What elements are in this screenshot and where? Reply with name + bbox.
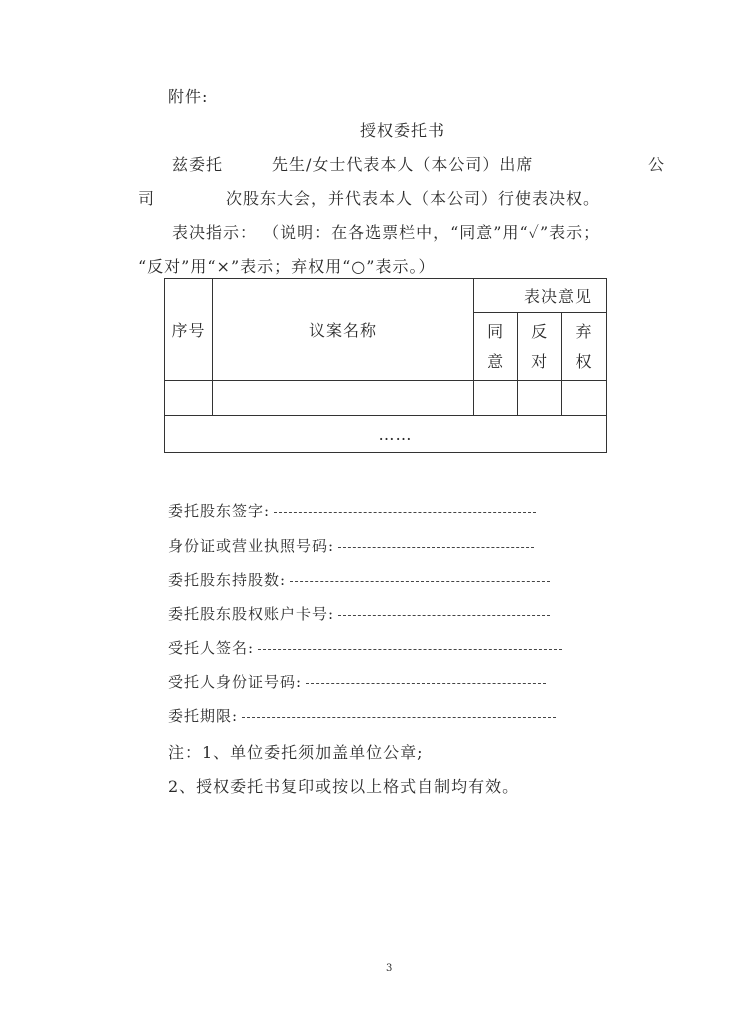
attachment-label: 附件: bbox=[168, 87, 209, 106]
header-abstain-char1: 弃 bbox=[575, 321, 593, 341]
signature-line bbox=[258, 648, 562, 650]
header-agree-char1: 同 bbox=[487, 321, 505, 341]
ellipsis-cell: …… bbox=[165, 416, 607, 453]
header-serial-number: 序号 bbox=[165, 279, 213, 381]
field-label: 委托期限: bbox=[168, 707, 239, 725]
field-id-or-license-number bbox=[168, 535, 534, 556]
fill-in-line bbox=[290, 580, 550, 582]
field-proxy-signature bbox=[168, 637, 562, 658]
fill-in-line bbox=[338, 546, 534, 548]
note-2: 2、授权委托书复印或按以上格式自制均有效。 bbox=[168, 777, 520, 796]
header-proposal-name: 议案名称 bbox=[212, 279, 473, 381]
signature-line bbox=[274, 511, 536, 513]
row-oppose-cell bbox=[518, 381, 562, 416]
row-serial-cell bbox=[165, 381, 213, 416]
voting-table bbox=[164, 278, 607, 453]
header-abstain-char2: 权 bbox=[575, 351, 593, 371]
row-agree-cell bbox=[474, 381, 518, 416]
fill-in-line bbox=[338, 614, 550, 616]
field-label: 受托人身份证号码: bbox=[168, 673, 303, 691]
header-abstain bbox=[562, 313, 607, 381]
header-oppose bbox=[518, 313, 562, 381]
note-1: 注：1、单位委托须加盖单位公章; bbox=[168, 743, 424, 762]
field-proxy-id-number bbox=[168, 671, 546, 692]
field-account-card-number bbox=[168, 603, 550, 624]
para1-representative: 先生/女士代表本人（本公司）出席 bbox=[272, 155, 534, 174]
voting-instruction-line2: “反对”用“×”表示；弃权用“○”表示。） bbox=[138, 257, 436, 276]
page-number: 3 bbox=[386, 963, 393, 974]
field-shareholder-signature bbox=[168, 500, 536, 521]
para1-company-start: 公 bbox=[648, 155, 666, 174]
header-agree bbox=[474, 313, 518, 381]
para2-meeting: 次股东大会，并代表本人（本公司）行使表决权。 bbox=[226, 189, 601, 208]
document-title: 授权委托书 bbox=[360, 121, 446, 140]
header-oppose-char1: 反 bbox=[531, 321, 549, 341]
fill-in-line bbox=[306, 682, 546, 684]
field-label: 委托股东持股数: bbox=[168, 571, 287, 589]
header-oppose-char2: 对 bbox=[531, 351, 549, 371]
field-proxy-period bbox=[168, 705, 556, 726]
para2-company-end: 司 bbox=[138, 189, 156, 208]
field-label: 委托股东股权账户卡号: bbox=[168, 605, 335, 623]
fill-in-line bbox=[242, 716, 556, 718]
header-agree-char2: 意 bbox=[487, 351, 505, 371]
row-abstain-cell bbox=[562, 381, 607, 416]
table-row-ellipsis bbox=[165, 416, 607, 453]
header-voting-opinion: 表决意见 bbox=[474, 279, 607, 313]
field-label: 受托人签名: bbox=[168, 639, 255, 657]
field-shares-held bbox=[168, 569, 550, 590]
row-proposal-cell bbox=[212, 381, 473, 416]
voting-instruction-line1: 表决指示： （说明：在各选票栏中，“同意”用“✓”表示； bbox=[172, 223, 601, 242]
para1-entrust: 兹委托 bbox=[172, 155, 224, 174]
table-row bbox=[165, 381, 607, 416]
field-label: 身份证或营业执照号码: bbox=[168, 537, 335, 555]
field-label: 委托股东签字: bbox=[168, 502, 271, 520]
